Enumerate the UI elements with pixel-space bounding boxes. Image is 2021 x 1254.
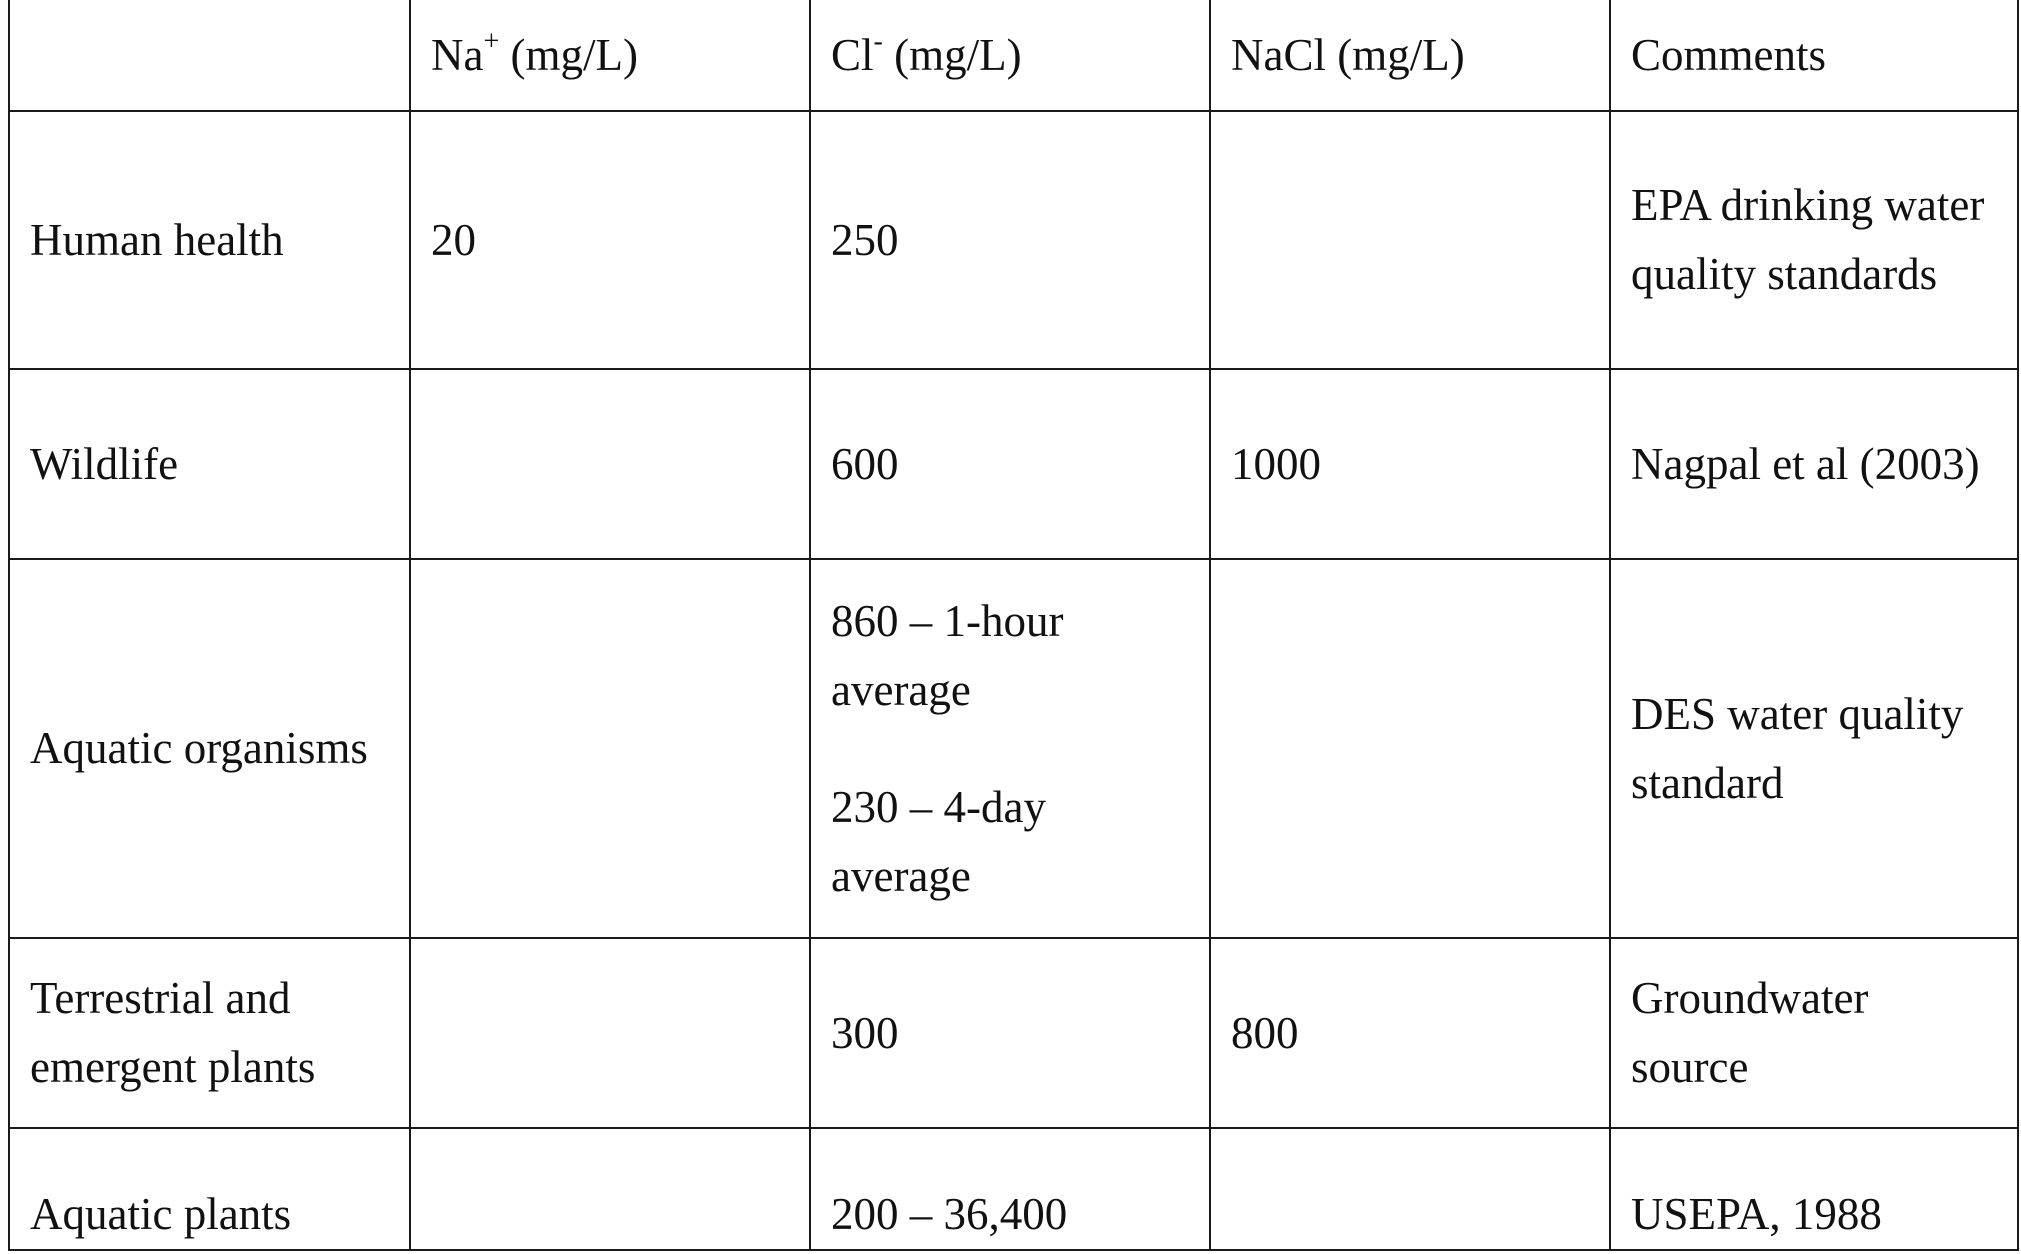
header-cell-cl (810, 0, 1210, 111)
comments-cell: Nagpal et al (2003) (1610, 369, 2018, 559)
header-cell-comments: Comments (1610, 0, 2018, 111)
table-row (9, 111, 2018, 369)
cl-unit: (mg/L) (882, 29, 1022, 80)
nacl-cell (1210, 1128, 1610, 1250)
category-cell: Aquatic plants (9, 1128, 410, 1250)
header-cell-blank (9, 0, 410, 111)
comments-cell: EPA drinking water quality standards (1610, 111, 2018, 369)
header-cell-nacl: NaCl (mg/L) (1210, 0, 1610, 111)
header-cell-na (410, 0, 810, 111)
cl-cell (810, 559, 1210, 938)
salt-thresholds-table (8, 0, 2019, 1251)
cl-cell (810, 1128, 1210, 1250)
na-cell (410, 559, 810, 938)
cl-value-1-hour: 860 – 1-hour average (831, 595, 1064, 715)
comments-cell: DES water quality standard (1610, 559, 2018, 938)
na-symbol: Na (431, 29, 484, 80)
cl-value: 300 (831, 1007, 899, 1058)
cl-value: 250 (831, 214, 899, 265)
table-row (9, 1128, 2018, 1250)
table-row (9, 369, 2018, 559)
na-charge: + (483, 25, 500, 57)
comments-cell: USEPA, 1988 (1610, 1128, 2018, 1250)
na-cell (410, 938, 810, 1128)
na-cell (410, 1128, 810, 1250)
cl-cell (810, 111, 1210, 369)
category-cell: Wildlife (9, 369, 410, 559)
cl-cell (810, 369, 1210, 559)
cl-charge: - (873, 25, 883, 57)
nacl-cell (1210, 111, 1610, 369)
nacl-cell (1210, 559, 1610, 938)
comments-cell: Groundwater source (1610, 938, 2018, 1128)
table-row (9, 938, 2018, 1128)
category-cell: Terrestrial and emergent plants (9, 938, 410, 1128)
header-row (9, 0, 2018, 111)
table-row (9, 559, 2018, 938)
cl-value: 200 – 36,400 (831, 1189, 1068, 1239)
category-cell: Aquatic organisms (9, 559, 410, 938)
na-cell: 20 (410, 111, 810, 369)
cl-symbol: Cl (831, 29, 874, 80)
category-cell: Human health (9, 111, 410, 369)
cl-cell (810, 938, 1210, 1128)
na-cell (410, 369, 810, 559)
na-unit: (mg/L) (499, 29, 638, 80)
nacl-cell: 800 (1210, 938, 1610, 1128)
cl-value-4-day: 230 – 4-day average (831, 781, 1046, 901)
cl-value: 600 (831, 438, 899, 489)
nacl-cell: 1000 (1210, 369, 1610, 559)
